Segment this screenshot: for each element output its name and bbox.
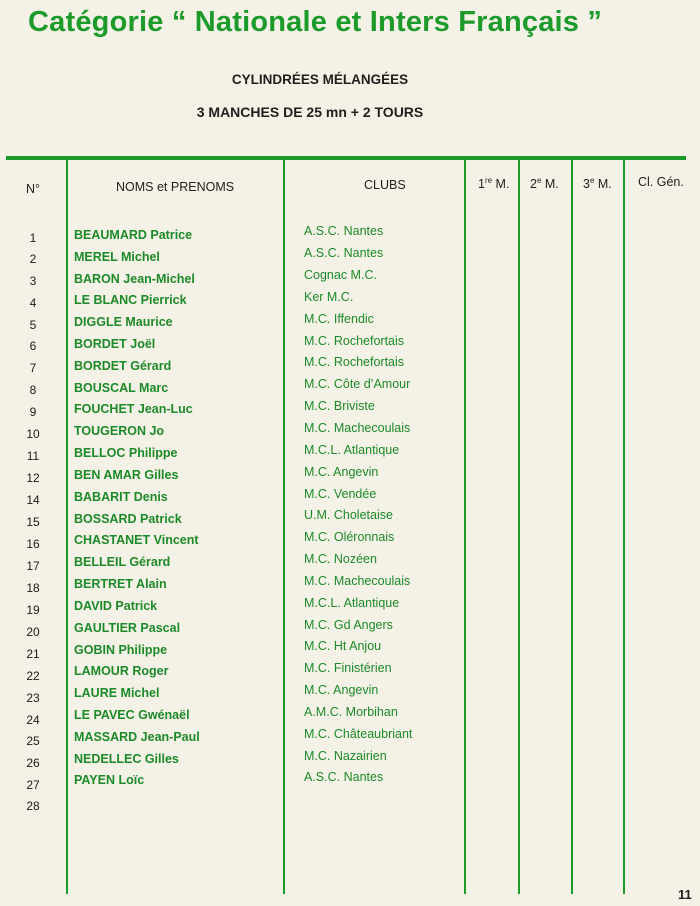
header-general: Cl. Gén. bbox=[638, 175, 684, 189]
row-number: 14 bbox=[26, 493, 40, 507]
row-club: Cognac M.C. bbox=[304, 268, 377, 282]
row-club: M.C. Machecoulais bbox=[304, 574, 411, 588]
header-manche-2: 2e M. bbox=[530, 176, 559, 192]
row-club: M.C. Châteaubriant bbox=[304, 727, 413, 741]
row-club: M.C. Oléronnais bbox=[304, 530, 395, 544]
row-rider-name: LAMOUR Roger bbox=[74, 664, 169, 678]
row-rider-name: BELLEIL Gérard bbox=[74, 555, 171, 569]
row-club: M.C. Rochefortais bbox=[304, 355, 405, 369]
header-names: NOMS et PRENOMS bbox=[116, 180, 235, 194]
row-number: 1 bbox=[29, 231, 37, 245]
row-number: 24 bbox=[26, 713, 40, 727]
row-number: 23 bbox=[26, 691, 40, 705]
row-rider-name: BEN AMAR Gilles bbox=[74, 468, 179, 482]
row-number: 4 bbox=[29, 296, 37, 310]
row-rider-name: BERTRET Alain bbox=[74, 577, 167, 591]
row-club: M.C.L. Atlantique bbox=[304, 596, 400, 610]
row-club: M.C. Gd Angers bbox=[304, 618, 393, 632]
row-rider-name: CHASTANET Vincent bbox=[74, 533, 199, 547]
column-rule bbox=[571, 160, 573, 894]
row-club: Ker M.C. bbox=[304, 290, 354, 304]
table-top-rule bbox=[6, 156, 686, 160]
row-number: 12 bbox=[26, 471, 40, 485]
row-number: 27 bbox=[26, 778, 40, 792]
row-club: M.C. Machecoulais bbox=[304, 421, 411, 435]
row-club: M.C. Nozéen bbox=[304, 552, 377, 566]
row-rider-name: DIGGLE Maurice bbox=[74, 315, 173, 329]
row-number: 20 bbox=[26, 625, 40, 639]
row-number: 16 bbox=[26, 537, 40, 551]
subtitle-cylinders: CYLINDRÉES MÉLANGÉES bbox=[231, 72, 409, 87]
row-rider-name: PAYEN Loïc bbox=[74, 773, 145, 787]
column-rule bbox=[464, 160, 466, 894]
row-rider-name: FOUCHET Jean-Luc bbox=[74, 402, 193, 416]
row-rider-name: NEDELLEC Gilles bbox=[74, 752, 179, 766]
column-rule bbox=[283, 160, 285, 894]
row-number: 3 bbox=[29, 274, 37, 288]
row-rider-name: LE PAVEC Gwénaël bbox=[74, 708, 190, 722]
row-number: 15 bbox=[26, 515, 40, 529]
row-rider-name: BABARIT Denis bbox=[74, 490, 168, 504]
column-rule bbox=[518, 160, 520, 894]
row-club: A.S.C. Nantes bbox=[304, 224, 384, 238]
subtitle-format: 3 MANCHES DE 25 mn + 2 TOURS bbox=[196, 104, 424, 120]
row-rider-name: BOSSARD Patrick bbox=[74, 512, 182, 526]
row-club: M.C. Finistérien bbox=[304, 661, 392, 675]
header-manche-1: 1re M. bbox=[478, 176, 510, 192]
row-rider-name: BEAUMARD Patrice bbox=[74, 228, 193, 242]
row-number: 28 bbox=[26, 799, 40, 813]
row-number: 18 bbox=[26, 581, 40, 595]
row-club: U.M. Choletaise bbox=[304, 508, 393, 522]
row-rider-name: BELLOC Philippe bbox=[74, 446, 178, 460]
row-rider-name: BORDET Joël bbox=[74, 337, 156, 351]
column-rule bbox=[66, 160, 68, 894]
row-rider-name: MASSARD Jean-Paul bbox=[74, 730, 200, 744]
row-number: 5 bbox=[29, 318, 37, 332]
row-rider-name: BARON Jean-Michel bbox=[74, 272, 195, 286]
header-manche-3: 3e M. bbox=[583, 176, 612, 192]
row-number: 25 bbox=[26, 734, 40, 748]
column-rule bbox=[623, 160, 625, 894]
row-number: 26 bbox=[26, 756, 40, 770]
row-club: M.C. Angevin bbox=[304, 683, 379, 697]
row-club: A.S.C. Nantes bbox=[304, 246, 384, 260]
row-club: M.C. Ht Anjou bbox=[304, 639, 382, 653]
row-number: 8 bbox=[29, 383, 37, 397]
header-number: N° bbox=[26, 182, 41, 196]
page-number: 11 bbox=[678, 887, 692, 902]
row-number: 9 bbox=[29, 405, 37, 419]
row-number: 19 bbox=[26, 603, 40, 617]
row-club: M.C. Iffendic bbox=[304, 312, 374, 326]
row-number: 2 bbox=[29, 252, 37, 266]
row-club: A.S.C. Nantes bbox=[304, 770, 384, 784]
row-number: 11 bbox=[26, 449, 40, 463]
page-title: Catégorie “ Nationale et Inters Français ” bbox=[28, 6, 603, 38]
row-club: M.C. Vendée bbox=[304, 487, 377, 501]
row-rider-name: TOUGERON Jo bbox=[74, 424, 165, 438]
row-number: 17 bbox=[26, 559, 40, 573]
row-club: M.C. Angevin bbox=[304, 465, 379, 479]
row-rider-name: DAVID Patrick bbox=[74, 599, 158, 613]
row-rider-name: BORDET Gérard bbox=[74, 359, 172, 373]
row-rider-name: LE BLANC Pierrick bbox=[74, 293, 187, 307]
row-club: M.C.L. Atlantique bbox=[304, 443, 400, 457]
row-number: 10 bbox=[26, 427, 40, 441]
row-rider-name: GOBIN Philippe bbox=[74, 643, 168, 657]
header-clubs: CLUBS bbox=[364, 178, 406, 192]
row-rider-name: BOUSCAL Marc bbox=[74, 381, 169, 395]
row-club: M.C. Briviste bbox=[304, 399, 375, 413]
row-number: 22 bbox=[26, 669, 40, 683]
row-number: 6 bbox=[29, 339, 37, 353]
row-club: M.C. Côte d’Amour bbox=[304, 377, 411, 391]
row-rider-name: LAURE Michel bbox=[74, 686, 160, 700]
row-rider-name: GAULTIER Pascal bbox=[74, 621, 181, 635]
row-club: M.C. Rochefortais bbox=[304, 334, 405, 348]
row-club: M.C. Nazairien bbox=[304, 749, 387, 763]
row-number: 7 bbox=[29, 361, 37, 375]
row-number: 21 bbox=[26, 647, 40, 661]
row-rider-name: MEREL Michel bbox=[74, 250, 160, 264]
row-club: A.M.C. Morbihan bbox=[304, 705, 398, 719]
